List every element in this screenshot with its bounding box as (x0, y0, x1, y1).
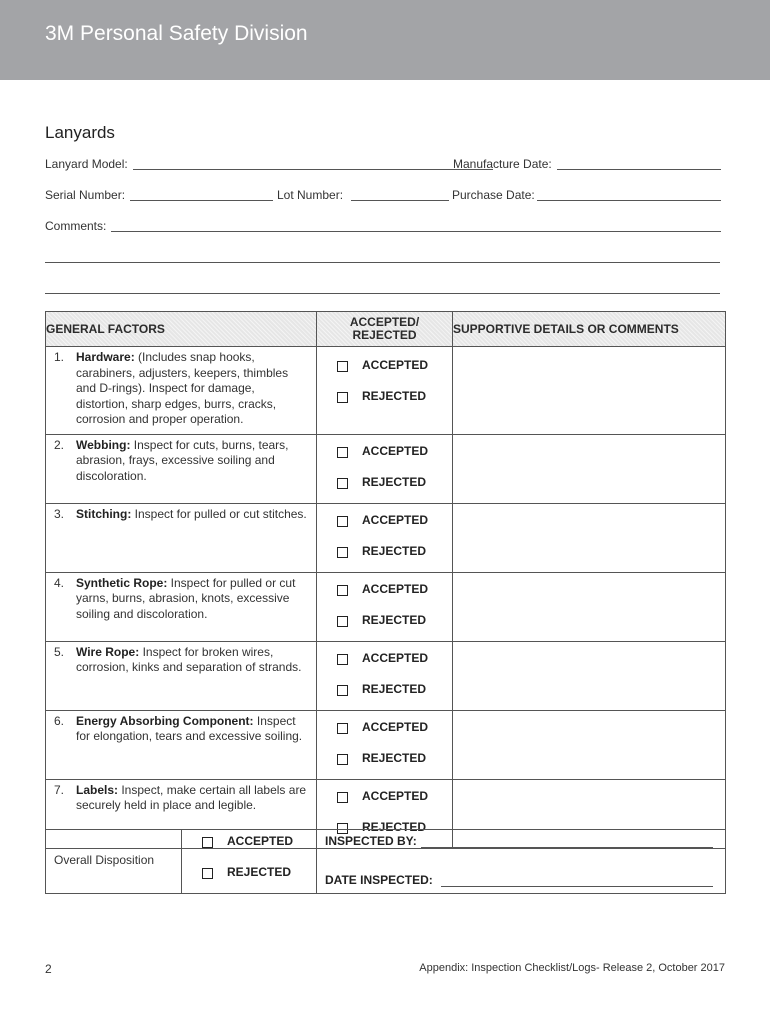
rejected-checkbox[interactable]: REJECTED (317, 817, 452, 848)
division-title: 3M Personal Safety Division (45, 22, 308, 45)
factor-wire-rope: 5. Wire Rope: Inspect for broken wires, corrosion, kinks and separation of strands. (54, 644, 302, 674)
rejected-checkbox[interactable]: REJECTED (317, 679, 452, 710)
rejected-checkbox[interactable]: REJECTED (317, 748, 452, 779)
checkbox-icon[interactable] (337, 792, 348, 803)
checkbox-icon[interactable] (202, 868, 213, 879)
table-row (46, 641, 726, 710)
general-factors-table (45, 311, 726, 849)
accepted-checkbox[interactable]: ACCEPTED (317, 717, 452, 748)
checkbox-icon[interactable] (337, 361, 348, 372)
page-header (0, 0, 770, 80)
checkbox-icon[interactable] (337, 447, 348, 458)
factor-webbing: 2. Webbing: Inspect for cuts, burns, tears, abrasion, frays, excessive soiling and discoloration. (54, 437, 289, 483)
accepted-checkbox[interactable]: ACCEPTED (317, 441, 452, 472)
manufacture-date-field[interactable] (557, 169, 721, 170)
table-header-row (46, 312, 726, 347)
supportive-details-header: SUPPORTIVE DETAILS OR COMMENTS (453, 312, 726, 347)
checkbox-icon[interactable] (337, 654, 348, 665)
comment-cell[interactable] (453, 434, 726, 503)
checkbox-icon[interactable] (337, 547, 348, 558)
table-row (46, 347, 726, 435)
disposition-rejected-checkbox[interactable]: REJECTED (182, 862, 316, 893)
comment-cell[interactable] (453, 641, 726, 710)
checkbox-icon[interactable] (202, 837, 213, 848)
date-inspected-field[interactable] (441, 886, 713, 887)
rejected-checkbox[interactable]: REJECTED (317, 386, 452, 417)
footer-text: Appendix: Inspection Checklist/Logs- Release 2, October 2017 (419, 962, 725, 974)
accepted-checkbox[interactable]: ACCEPTED (317, 579, 452, 610)
comments-line[interactable] (45, 293, 720, 294)
serial-number-label: Serial Number: (45, 188, 126, 202)
accepted-checkbox[interactable]: ACCEPTED (317, 786, 452, 817)
lanyard-model-field[interactable] (133, 169, 493, 170)
accepted-checkbox[interactable]: ACCEPTED (317, 355, 452, 386)
table-row (46, 710, 726, 779)
checkbox-icon[interactable] (337, 685, 348, 696)
table-row (46, 503, 726, 572)
manufacture-date-label: Manufacture Date: (453, 157, 552, 171)
lanyard-model-label: Lanyard Model: (45, 157, 128, 171)
factor-labels: 7. Labels: Inspect, make certain all labels are securely held in place and legible. (54, 782, 307, 812)
table-row (46, 434, 726, 503)
checkbox-icon[interactable] (337, 585, 348, 596)
checkbox-icon[interactable] (337, 516, 348, 527)
lot-number-label: Lot Number: (277, 188, 344, 202)
comment-cell[interactable] (453, 572, 726, 641)
comment-cell[interactable] (453, 347, 726, 435)
disposition-accepted-checkbox[interactable]: ACCEPTED (182, 831, 316, 862)
rejected-checkbox[interactable]: REJECTED (317, 472, 452, 503)
serial-number-field[interactable] (130, 200, 273, 201)
checkbox-icon[interactable] (337, 616, 348, 627)
accepted-checkbox[interactable]: ACCEPTED (317, 510, 452, 541)
checkbox-icon[interactable] (337, 478, 348, 489)
disposition-row (46, 830, 726, 894)
inspected-by-label: INSPECTED BY: (325, 834, 417, 848)
comment-cell[interactable] (453, 710, 726, 779)
inspected-by-field[interactable] (421, 847, 713, 848)
checkbox-icon[interactable] (337, 754, 348, 765)
comments-label: Comments: (45, 219, 107, 233)
date-inspected-label: DATE INSPECTED: (325, 873, 433, 887)
accepted-checkbox[interactable]: ACCEPTED (317, 648, 452, 679)
purchase-date-field[interactable] (537, 200, 721, 201)
lot-number-field[interactable] (351, 200, 449, 201)
factor-stitching: 3. Stitching: Inspect for pulled or cut stitches. (54, 506, 307, 521)
factor-hardware: 1. Hardware: (Includes snap hooks, carabiners, adjusters, keepers, thimbles and D-rings). Inspect for damage, distortion, sharp edges, burrs, cracks, corrosion and proper operation. (54, 350, 289, 426)
page-number: 2 (45, 962, 52, 976)
section-title: Lanyards (45, 123, 115, 142)
rejected-checkbox[interactable]: REJECTED (317, 541, 452, 572)
table-row (46, 572, 726, 641)
checkbox-icon[interactable] (337, 723, 348, 734)
factor-synthetic-rope: 4. Synthetic Rope: Inspect for pulled or cut yarns, burns, abrasion, knots, excessive soiling and discoloration. (54, 575, 296, 621)
overall-disposition-table (45, 829, 726, 894)
comment-cell[interactable] (453, 503, 726, 572)
purchase-date-label: Purchase Date: (452, 188, 535, 202)
comments-line[interactable] (45, 262, 720, 263)
general-factors-header: GENERAL FACTORS (46, 312, 317, 347)
rejected-checkbox[interactable]: REJECTED (317, 610, 452, 641)
overall-disposition-label: Overall Disposition (54, 853, 155, 867)
accepted-rejected-header: ACCEPTED/ REJECTED (317, 312, 453, 347)
checkbox-icon[interactable] (337, 392, 348, 403)
comments-field[interactable] (111, 231, 721, 232)
factor-energy-absorbing: 6. Energy Absorbing Component: Inspect for elongation, tears and excessive soiling. (54, 713, 303, 743)
